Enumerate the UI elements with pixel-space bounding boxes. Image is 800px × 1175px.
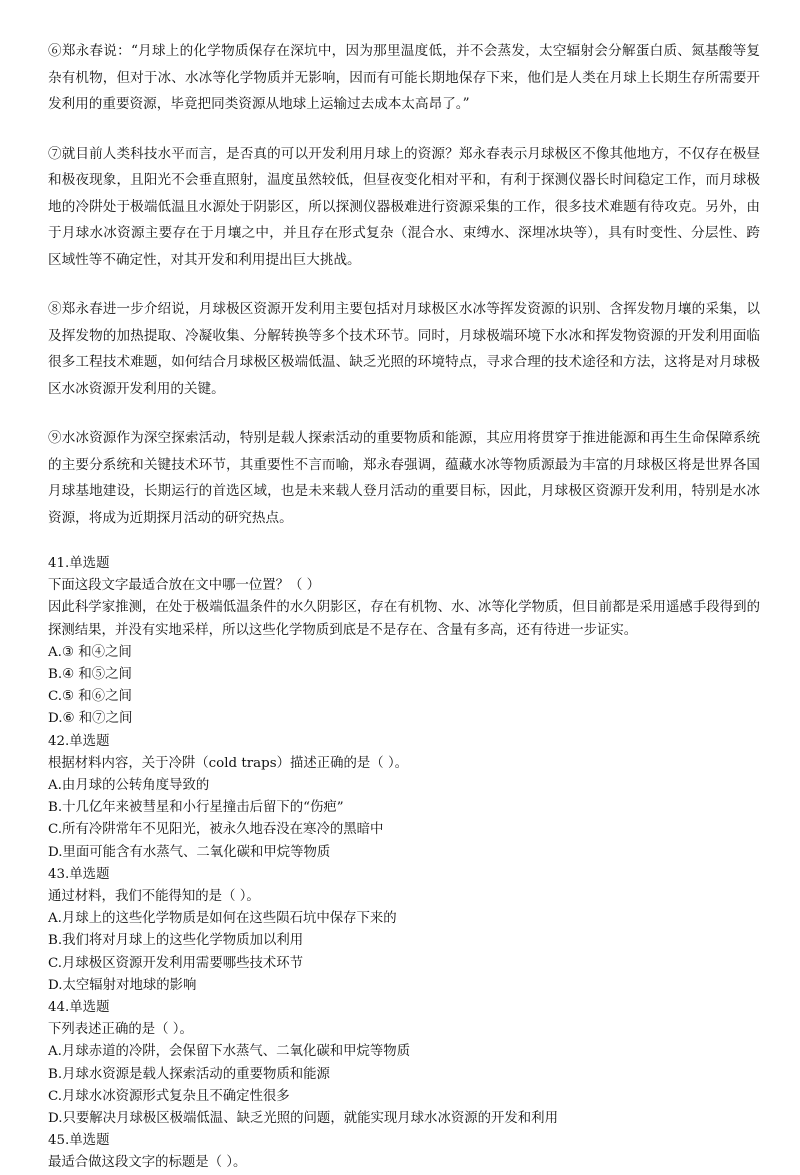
question-prompt: 下列表述正确的是（ ）。 xyxy=(48,1022,193,1038)
option-b[interactable]: B.十几亿年来被彗星和小行星撞击后留下的“伤疤” xyxy=(48,800,344,816)
option-a[interactable]: A.月球上的这些化学物质是如何在这些陨石坑中保存下来的 xyxy=(48,911,397,927)
question-44 xyxy=(48,997,760,1130)
option-d[interactable]: D.只要解决月球极区极端低温、缺乏光照的问题，就能实现月球水冰资源的开发和利用 xyxy=(48,1111,558,1127)
paragraph-7: ⑦就目前人类科技水平而言，是否真的可以开发利用月球上的资源？郑永春表示月球极区不像其他地方，不仅存在极昼和极夜现象，且阳光不会垂直照射，温度虽然较低，但昼夜变化相对平和，有利于探测仪器长时间稳定工作，而月球极地的冷阱处于极端低温且水源处于阴影区，所以探测仪器极难进行资源采集的工作，很多技术难题有待攻克。另外，由于月球水冰资源主要存在于月壤之中，并且存在形式复杂（混合水、束缚水、深埋冰块等），具有时变性、分层性、跨区域性等不确定性，对其开发和利用提出巨大挑战。 xyxy=(48,145,760,268)
option-a[interactable]: A.③ 和④之间 xyxy=(48,644,132,660)
question-prompt: 最适合做这段文字的标题是（ ）。 xyxy=(48,1155,247,1171)
question-42 xyxy=(48,731,760,864)
option-c[interactable]: C.⑤ 和⑥之间 xyxy=(48,689,132,705)
option-b[interactable]: B.月球水资源是载人探索活动的重要物质和能源 xyxy=(48,1066,330,1082)
question-header: 44.单选题 xyxy=(48,1000,110,1016)
paragraph-8: ⑧郑永春进一步介绍说，月球极区资源开发利用主要包括对月球极区水冰等挥发资源的识别、含挥发物月壤的采集，以及挥发物的加热提取、冷凝收集、分解转换等多个技术环节。同时，月球极端环境下水冰和挥发物资源的开发利用面临很多工程技术难题，如何结合月球极区极端低温、缺乏光照的环境特点，寻求合理的技术途径和方法，这将是对月球极区水冰资源开发利用的关键。 xyxy=(48,301,760,397)
option-d[interactable]: D.⑥ 和⑦之间 xyxy=(48,711,133,727)
question-header: 43.单选题 xyxy=(48,866,110,882)
document-page xyxy=(48,38,760,1175)
option-a[interactable]: A.由月球的公转角度导致的 xyxy=(48,778,210,794)
option-a[interactable]: A.月球赤道的冷阱，会保留下水蒸气、二氧化碳和甲烷等物质 xyxy=(48,1044,411,1060)
question-prompt: 通过材料，我们不能得知的是（ ）。 xyxy=(48,889,260,905)
option-b[interactable]: B.我们将对月球上的这些化学物质加以利用 xyxy=(48,933,304,949)
option-d[interactable]: D.里面可能含有水蒸气、二氧化碳和甲烷等物质 xyxy=(48,844,331,860)
option-c[interactable]: C.所有冷阱常年不见阳光，被永久地吞没在寒冷的黑暗中 xyxy=(48,822,384,838)
option-d[interactable]: D.太空辐射对地球的影响 xyxy=(48,977,197,993)
paragraph-9: ⑨水冰资源作为深空探索活动，特别是载人探索活动的重要物质和能源，其应用将贯穿于推进能源和再生生命保障系统的主要分系统和关键技术环节，其重要性不言而喻，郑永春强调，蕴藏水冰等物质源最为丰富的月球极区将是世界各国月球基地建设，长期运行的首选区域，也是未来载人登月活动的重要目标，因此，月球极区资源开发利用，特别是水冰资源，将成为近期探月活动的研究热点。 xyxy=(48,430,760,526)
option-c[interactable]: C.月球水冰资源形式复杂且不确定性很多 xyxy=(48,1088,290,1104)
paragraph-6: ⑥郑永春说：“月球上的化学物质保存在深坑中，因为那里温度低，并不会蒸发，太空辐射会分解蛋白质、氮基酸等复杂有机物，但对于冰、水冰等化学物质并无影响，因而有可能长期地保存下来，他们是人类在月球上长期生存所需要开发利用的重要资源，毕竟把同类资源从地球上运输过去成本太高昂了。” xyxy=(48,43,760,112)
question-header: 45.单选题 xyxy=(48,1133,110,1149)
question-header: 41.单选题 xyxy=(48,556,110,571)
question-prompt: 下面这段文字最适合放在文中哪一位置？（ ） xyxy=(48,578,321,594)
question-41 xyxy=(48,553,760,731)
question-passage: 因此科学家推测，在处于极端低温条件的水久阴影区，存在有机物、水、冰等化学物质，但目前都是采用遥感手段得到的探测结果，并没有实地采样，所以这些化学物质到底是不是存在、含量有多高，还有待进一步证实。 xyxy=(48,600,760,638)
question-header: 42.单选题 xyxy=(48,733,110,749)
question-45 xyxy=(48,1130,760,1174)
question-43 xyxy=(48,864,760,997)
option-c[interactable]: C.月球极区资源开发利用需要哪些技术环节 xyxy=(48,955,304,971)
option-b[interactable]: B.④ 和⑤之间 xyxy=(48,667,132,683)
question-prompt: 根据材料内容，关于冷阱（cold traps）描述正确的是（ ）。 xyxy=(48,755,409,771)
